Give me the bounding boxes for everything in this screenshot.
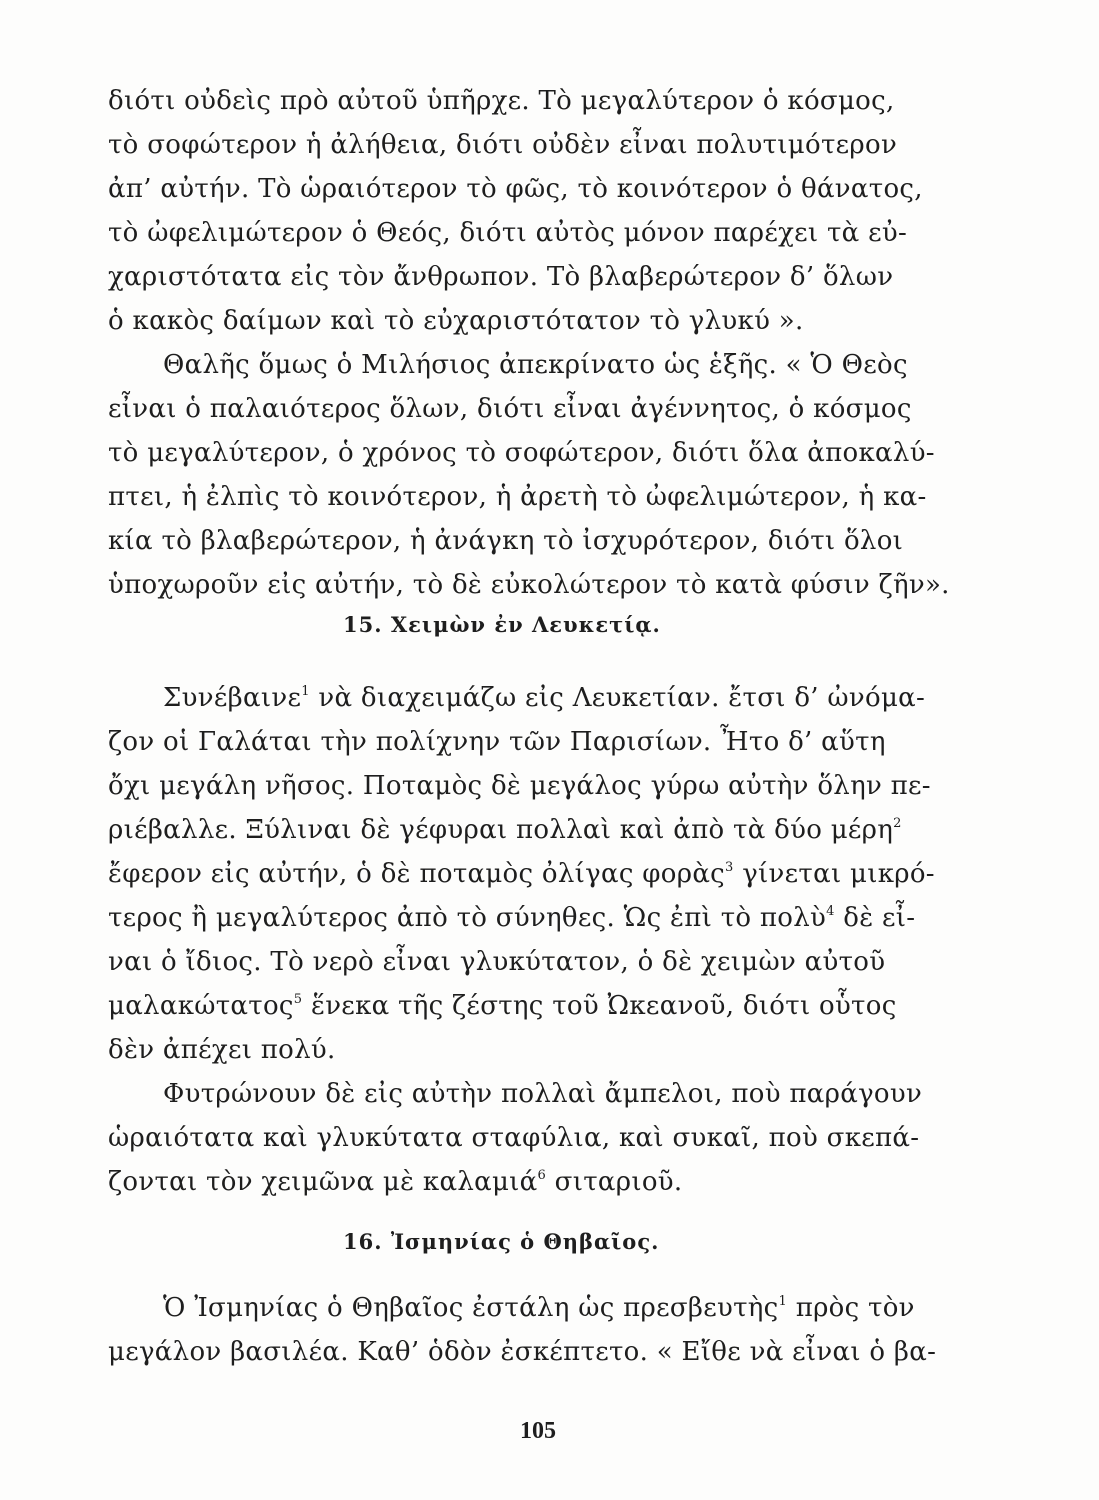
text-line: [108, 856, 935, 892]
text-line: [108, 988, 897, 1024]
text-line: ὡραιότατα καὶ γλυκύτατα σταφύλια, καὶ συκαῖ, ποὺ σκεπά-: [108, 1123, 920, 1153]
text-segment: σιταριοῦ.: [546, 1167, 683, 1197]
text-line: τὸ μεγαλύτερον, ὁ χρόνος τὸ σοφώτερον, διότι ὅλα ἀποκαλύ-: [108, 438, 935, 468]
text-line: [108, 812, 902, 848]
text-line: [108, 1164, 682, 1200]
text-segment: Ὁ Ἰσμηνίας ὁ Θηβαῖος ἐστάλη ὡς πρεσβευτὴς: [163, 1293, 779, 1323]
text-segment: νὰ διαχειμάζω εἰς Λευκετίαν. ἔτσι δ’ ὠνόμα-: [309, 683, 926, 713]
text-line: ναι ὁ ἴδιος. Τὸ νερὸ εἶναι γλυκύτατον, ὁ δὲ χειμὼν αὐτοῦ: [108, 947, 886, 977]
text-segment: ριέβαλλε. Ξύλιναι δὲ γέφυραι πολλαὶ καὶ ἀπὸ τὰ δύο μέρη: [108, 815, 894, 845]
text-line: διότι οὐδεὶς πρὸ αὐτοῦ ὑπῆρχε. Τὸ μεγαλύτερον ὁ κόσμος,: [108, 86, 895, 116]
text-segment: δὲ εἶ-: [834, 903, 916, 933]
footnote-marker: 6: [537, 1168, 547, 1183]
text-line: [108, 900, 915, 936]
text-segment: Συνέβαινε: [163, 683, 302, 713]
text-segment: ζονται τὸν χειμῶνα μὲ καλαμιά: [108, 1167, 538, 1197]
text-line: κία τὸ βλαβερώτερον, ἡ ἀνάγκη τὸ ἰσχυρότερον, διότι ὅλοι: [108, 526, 904, 556]
text-segment: ἔφερον εἰς αὐτήν, ὁ δὲ ποταμὸς ὀλίγας φορὰς: [108, 859, 726, 889]
text-line: Φυτρώνουν δὲ εἰς αὐτὴν πολλαὶ ἄμπελοι, ποὺ παράγουν: [163, 1079, 923, 1109]
text-line: [163, 1290, 915, 1326]
page-number: 105: [520, 1418, 556, 1444]
text-line: τὸ ὠφελιμώτερον ὁ Θεός, διότι αὐτὸς μόνον παρέχει τὰ εὐ-: [108, 218, 908, 248]
footnote-marker: 1: [778, 1294, 788, 1309]
text-segment: ἕνεκα τῆς ζέστης τοῦ Ὠκεανοῦ, διότι οὗτος: [302, 991, 897, 1021]
text-segment: γίνεται μικρό-: [733, 859, 935, 889]
text-line: ὄχι μεγάλη νῆσος. Ποταμὸς δὲ μεγάλος γύρω αὐτὴν ὅλην πε-: [108, 771, 931, 801]
text-line: Θαλῆς ὅμως ὁ Μιλήσιος ἀπεκρίνατο ὡς ἑξῆς. « Ὁ Θεὸς: [163, 350, 908, 380]
text-segment: μαλακώτατος: [108, 991, 294, 1021]
text-line: [163, 680, 925, 716]
footnote-marker: 5: [293, 992, 303, 1007]
text-segment: τερος ἢ μεγαλύτερος ἀπὸ τὸ σύνηθες. Ὡς ἐπὶ τὸ πολὺ: [108, 903, 827, 933]
section-heading: 16. Ἰσμηνίας ὁ Θηβαῖος.: [343, 1229, 660, 1254]
text-line: πτει, ἡ ἐλπὶς τὸ κοινότερον, ἡ ἀρετὴ τὸ ὠφελιμώτερον, ἡ κα-: [108, 482, 927, 512]
text-line: εἶναι ὁ παλαιότερος ὅλων, διότι εἶναι ἀγέννητος, ὁ κόσμος: [108, 394, 912, 424]
text-line: μεγάλον βασιλέα. Καθ’ ὁδὸν ἐσκέπτετο. « Εἴθε νὰ εἶναι ὁ βα-: [108, 1337, 937, 1367]
text-segment: πρὸς τὸν: [787, 1293, 915, 1323]
text-line: ἀπ’ αὐτήν. Τὸ ὡραιότερον τὸ φῶς, τὸ κοινότερον ὁ θάνατος,: [108, 174, 923, 204]
text-line: δὲν ἀπέχει πολύ.: [108, 1035, 336, 1065]
text-line: χαριστότατα εἰς τὸν ἄνθρωπον. Τὸ βλαβερώτερον δ’ ὅλων: [108, 262, 894, 292]
footnote-marker: 2: [893, 816, 902, 831]
footnote-marker: 1: [301, 684, 310, 699]
text-line: τὸ σοφώτερον ἡ ἀλήθεια, διότι οὐδὲν εἶναι πολυτιμότερον: [108, 130, 898, 160]
text-line: ζον οἱ Γαλάται τὴν πολίχνην τῶν Παρισίων. Ἦτο δ’ αὕτη: [108, 727, 886, 757]
footnote-marker: 4: [826, 904, 835, 919]
text-line: ὑποχωροῦν εἰς αὐτήν, τὸ δὲ εὐκολώτερον τὸ κατὰ φύσιν ζῆν».: [108, 570, 950, 600]
text-line: ὁ κακὸς δαίμων καὶ τὸ εὐχαριστότατον τὸ γλυκύ ».: [108, 306, 804, 336]
section-heading: 15. Χειμὼν ἐν Λευκετίᾳ.: [343, 612, 661, 637]
footnote-marker: 3: [725, 860, 734, 875]
